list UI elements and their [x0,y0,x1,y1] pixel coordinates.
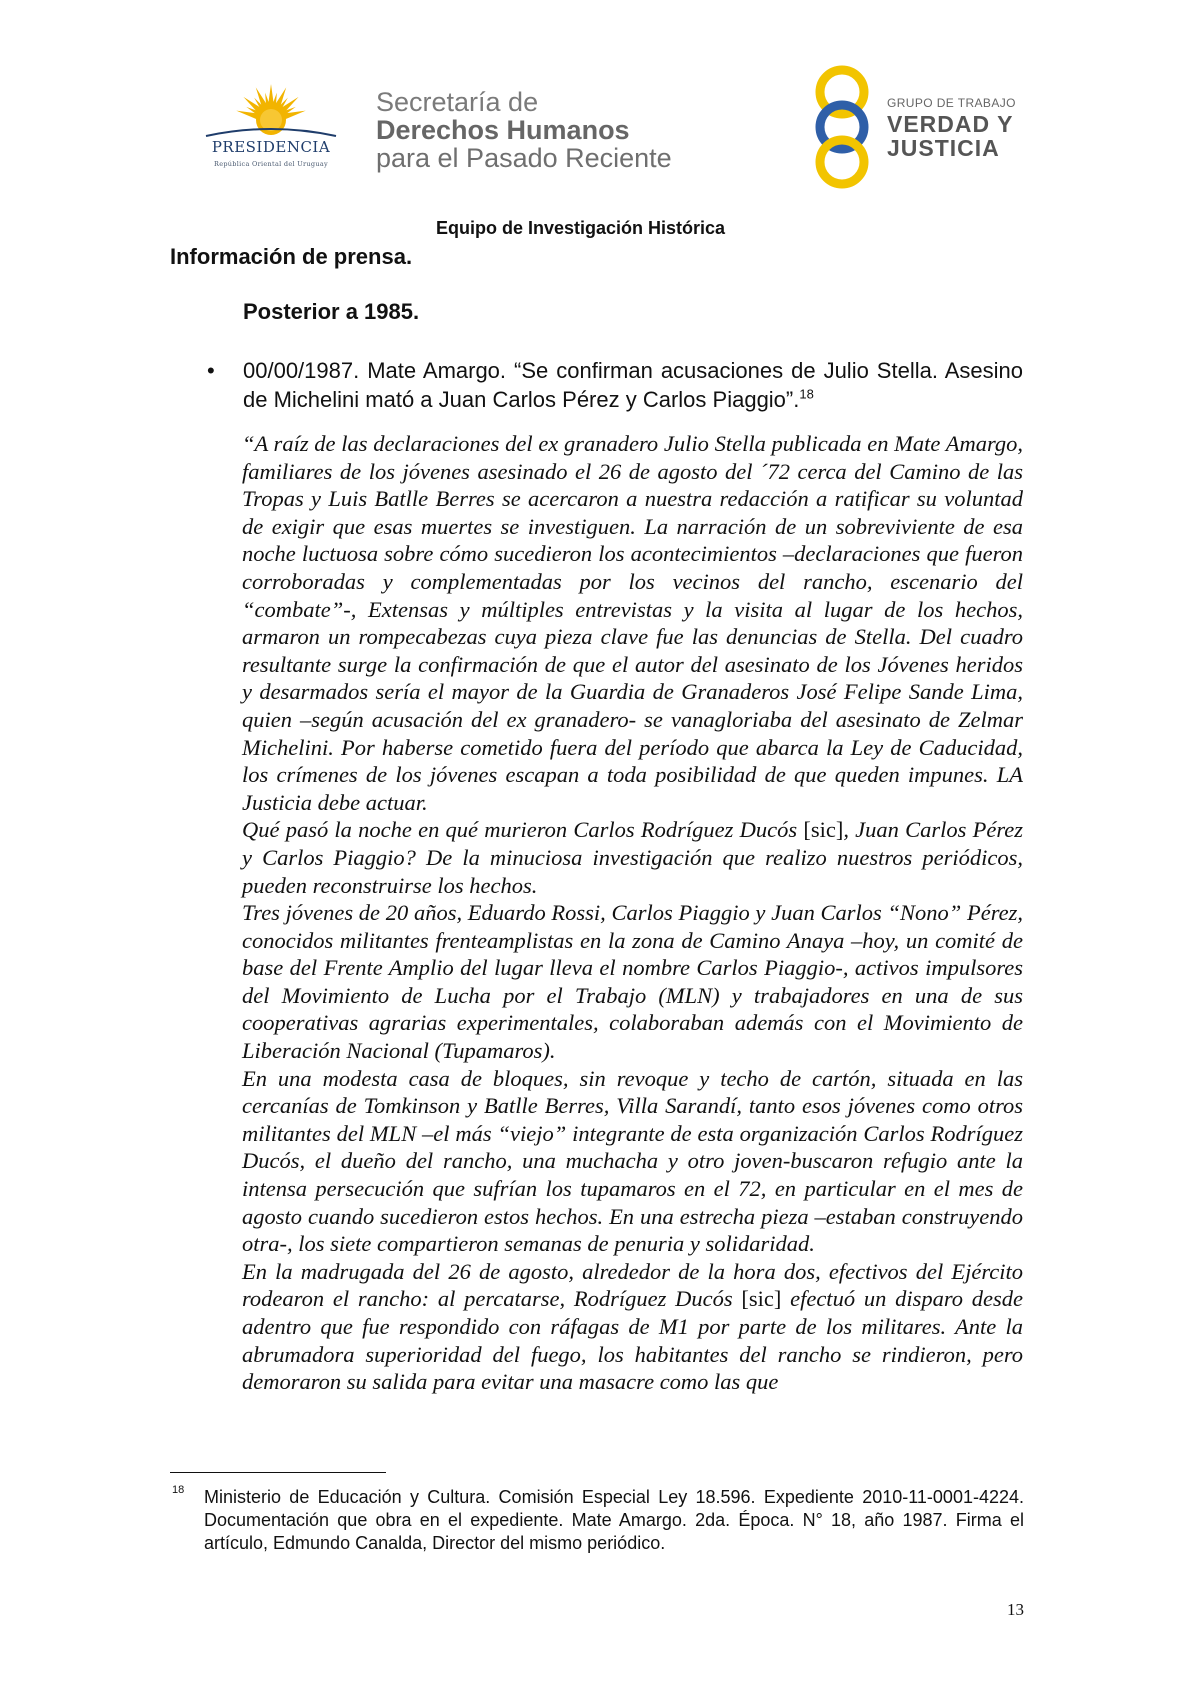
footnote-reference[interactable]: 18 [799,386,814,402]
footnote-separator [170,1472,386,1473]
quote-p5-part-a: En la madrugada del 26 de agosto, alrededor de la hora dos, efectivos del Ejército rodearon el rancho: al percatarse, Rodríguez Ducós [242,1258,1023,1312]
quote-paragraph-2 [242,816,1023,899]
rings-icon [812,62,882,192]
press-quote [242,430,1023,1396]
quote-p5-part-b: efectuó un disparo desde adentro que fue respondido con ráfagas de M1 por parte de los militares. Ante la abrumadora superioridad del fuego, los habitantes del rancho se rindieron, pero demoraron su salida para evitar una masacre como las que [242,1286,1023,1395]
sic-note: [sic] [741,1286,782,1312]
presidencia-logo [196,80,346,180]
bullet-symbol: • [207,358,215,383]
footnote-number: 18 [172,1484,185,1496]
quote-p2-part-b: , Juan Carlos Pérez y Carlos Piaggio? De la minuciosa investigación que realizo nuestros periódicos, pueden reconstruirse los hechos. [242,817,1024,898]
subsection-title: Posterior a 1985. [243,299,420,324]
quote-paragraph-3: Tres jóvenes de 20 años, Eduardo Rossi, Carlos Piaggio y Juan Carlos “Nono” Pérez, conocidos militantes frenteamplistas en la zona de Camino Anaya –hoy, un comité de base del Frente Amplio del lugar lleva el nombre Carlos Piaggio-, activos impulsores del Movimiento de Lucha por el Trabajo (MLN) y trabajadores en una de sus cooperativas agrarias experimentales, colaboraban además con el Movimiento de Liberación Nacional (Tupamaros). [242,900,1023,1064]
secretaria-line-1: Secretaría de [376,87,539,117]
sun-icon [196,80,346,140]
gtvj-big-text-1: VERDAD Y [887,111,1014,137]
gtvj-big-text-2: JUSTICIA [887,135,1000,161]
team-heading: Equipo de Investigación Histórica [436,218,726,238]
verdad-justicia-logo [812,62,1042,192]
quote-p2-part-a: Qué pasó la noche en qué murieron Carlos Rodríguez Ducós [242,817,804,843]
quote-paragraph-1: “A raíz de las declaraciones del ex granadero Julio Stella publicada en Mate Amargo, familiares de los jóvenes asesinado el 26 de agosto del ´72 cerca del Camino de las Tropas y Luis Batlle Berres se acercaron a nuestra redacción a ratificar su voluntad de exigir que esas muertes se investiguen. La narración de un sobreviviente de esa noche luctuosa sobre cómo sucedieron los acontecimientos –declaraciones que fueron corroboradas y complementadas por los vecinos del rancho, escenario del “combate”-, Extensas y múltiples entrevistas y la visita al lugar de los hechos, armaron un rompecabezas cuya pieza clave fue las denuncias de Stella. Del cuadro resultante surge la confirmación de que el autor del asesinato de los Jóvenes heridos y desarmados sería el mayor de la Guardia de Granaderos José Felipe Sande Lima, quien –según acusación del ex granadero- se vanagloriaba del asesinato de Zelmar Michelini. Por haberse cometido fuera del período que abarca la Ley de Caducidad, los crímenes de los jóvenes escapan a toda posibilidad de que queden impunes. LA Justicia debe actuar. [242,431,1023,815]
quote-paragraph-4: En una modesta casa de bloques, sin revoque y techo de cartón, situada en las cercanías de Tomkinson y Batlle Berres, Villa Sarandí, tanto esos jóvenes como otros militantes del MLN –el más “viejo” integrante de esta organización Carlos Rodríguez Ducós, el dueño del rancho, una muchacha y otro joven-buscaron refugio ante la intensa persecución que sufrían los tupamaros en el 72, en particular en el mes de agosto cuando sucedieron estos hechos. En una estrecha pieza –estaban construyendo otra-, los siete compartieron semanas de penuria y solidaridad. [242,1065,1023,1257]
footnote-text: Ministerio de Educación y Cultura. Comisión Especial Ley 18.596. Expediente 2010-11-0001-4224. Documentación que obra en el expediente. Mate Amargo. 2da. Época. N° 18, año 1987. Firma el artículo, Edmundo Canalda, Director del mismo periódico. [204,1487,1024,1553]
gtvj-small-text: GRUPO DE TRABAJO [887,96,1016,110]
presidencia-subtitle: República Oriental del Uruguay [214,160,328,168]
quote-paragraph-5 [242,1258,1023,1396]
presidencia-wordmark: PRESIDENCIA [211,138,331,156]
bullet-item [243,356,1023,414]
secretaria-wordmark [376,88,672,172]
section-title: Información de prensa. [170,244,413,269]
sic-note: [sic] [803,817,844,843]
page-number: 13 [1007,1600,1024,1619]
secretaria-line-3: para el Pasado Reciente [376,143,672,173]
secretaria-line-2: Derechos Humanos [376,115,630,145]
bullet-text: 00/00/1987. Mate Amargo. “Se confirman acusaciones de Julio Stella. Asesino de Michelini mató a Juan Carlos Pérez y Carlos Piaggio”. [243,358,1023,412]
